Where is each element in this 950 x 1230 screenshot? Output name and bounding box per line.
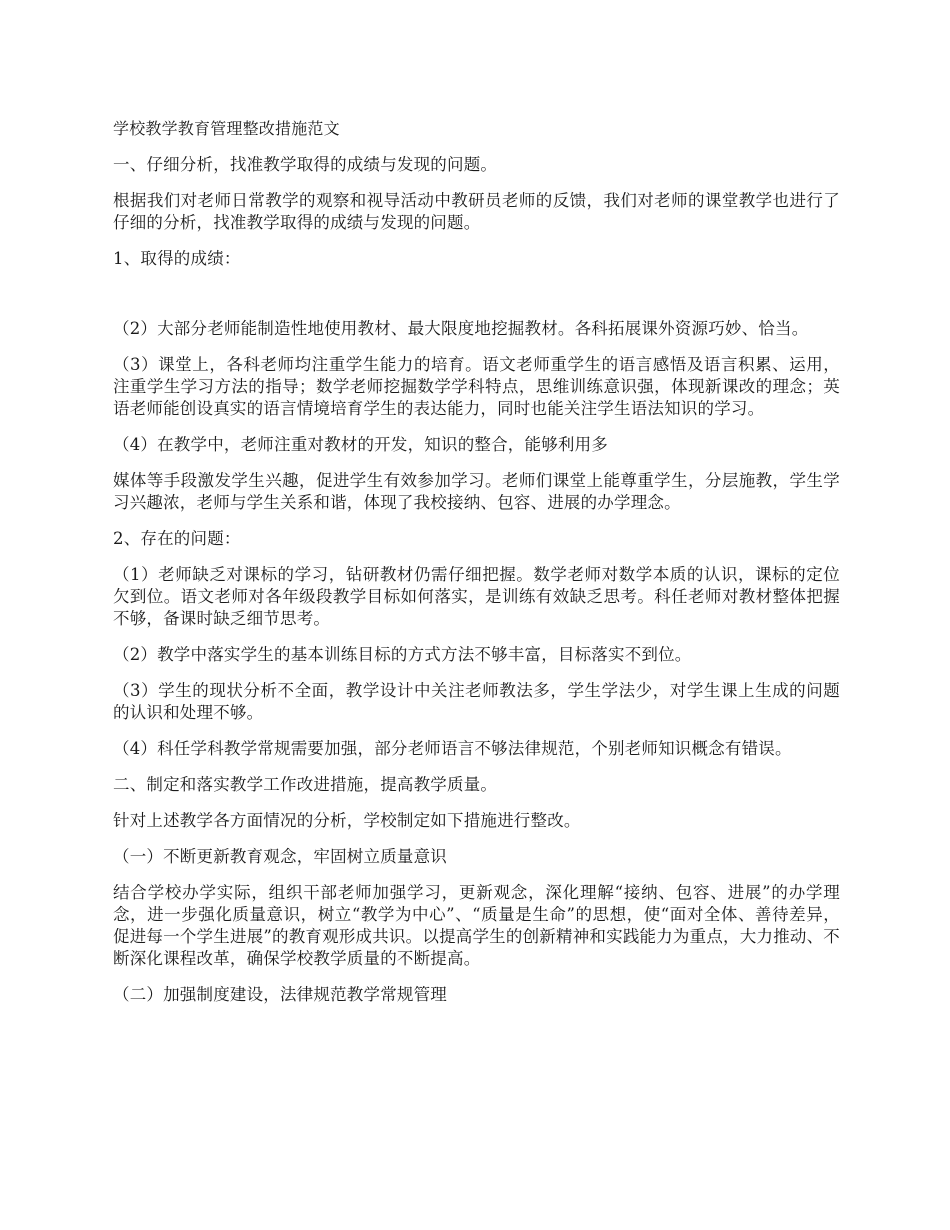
section-heading-2: 二、制定和落实教学工作改进措施，提高教学质量。 <box>113 775 498 794</box>
list-item: （3）学生的现状分析不全面，教学设计中关注老师教法多，学生学法少，对学生课上生成的问题的认识和处理不够。 <box>113 681 840 722</box>
list-item: （2）教学中落实学生的基本训练目标的方式方法不够丰富，目标落实不到位。 <box>113 645 692 664</box>
paragraph: 结合学校办学实际，组织干部老师加强学习，更新观念，深化理解“接纳、包容、进展”的办学理念，进一步强化质量意识，树立“教学为中心”、“质量是生命”的思想，使“面对全体、善待差异，促进每一个学生进展”的教育观形成共识。以提高学生的创新精神和实践能力为重点，大力推动、不断深化课程改革，确保学校教学质量的不断提高。 <box>113 883 840 968</box>
list-item: （1）老师缺乏对课标的学习，钻研教材仍需仔细把握。数学老师对数学本质的认识，课标的定位欠到位。语文老师对各年级段教学目标如何落实，是训练有效缺乏思考。科任老师对教材整体把握不够，备课时缺乏细节思考。 <box>113 565 840 628</box>
blank-space <box>113 270 840 318</box>
document-title: 学校教学教育管理整改措施范文 <box>113 119 340 138</box>
subheading-problems: 2、存在的问题： <box>113 529 241 548</box>
list-item: （4）在教学中，老师注重对教材的开发，知识的整合，能够利用多 <box>113 435 608 454</box>
paragraph: 根据我们对老师日常教学的观察和视导活动中教研员老师的反馈，我们对老师的课堂教学也进行了仔细的分析，找准教学取得的成绩与发现的问题。 <box>113 191 840 232</box>
section-heading-1: 一、仔细分析，找准教学取得的成绩与发现的问题。 <box>113 155 498 174</box>
subsection-heading-2: （二）加强制度建设，法律规范教学常规管理 <box>113 985 447 1004</box>
subheading-achievements: 1、取得的成绩： <box>113 249 241 268</box>
paragraph: 媒体等手段激发学生兴趣，促进学生有效参加学习。老师们课堂上能尊重学生，分层施教，学生学习兴趣浓，老师与学生关系和谐，体现了我校接纳、包容、进展的办学理念。 <box>113 471 840 512</box>
document-page <box>113 118 840 1006</box>
list-item: （2）大部分老师能制造性地使用教材、最大限度地挖掘教材。各科拓展课外资源巧妙、恰当。 <box>113 319 809 338</box>
list-item: （3）课堂上，各科老师均注重学生能力的培育。语文老师重学生的语言感悟及语言积累、运用，注重学生学习方法的指导；数学老师挖掘数学学科特点，思维训练意识强，体现新课改的理念；英语老师能创设真实的语言情境培育学生的表达能力，同时也能关注学生语法知识的学习。 <box>113 355 840 418</box>
paragraph: 针对上述教学各方面情况的分析，学校制定如下措施进行整改。 <box>113 811 581 830</box>
subsection-heading-1: （一）不断更新教育观念，牢固树立质量意识 <box>113 847 447 866</box>
list-item: （4）科任学科教学常规需要加强，部分老师语言不够法律规范，个别老师知识概念有错误。 <box>113 739 792 758</box>
